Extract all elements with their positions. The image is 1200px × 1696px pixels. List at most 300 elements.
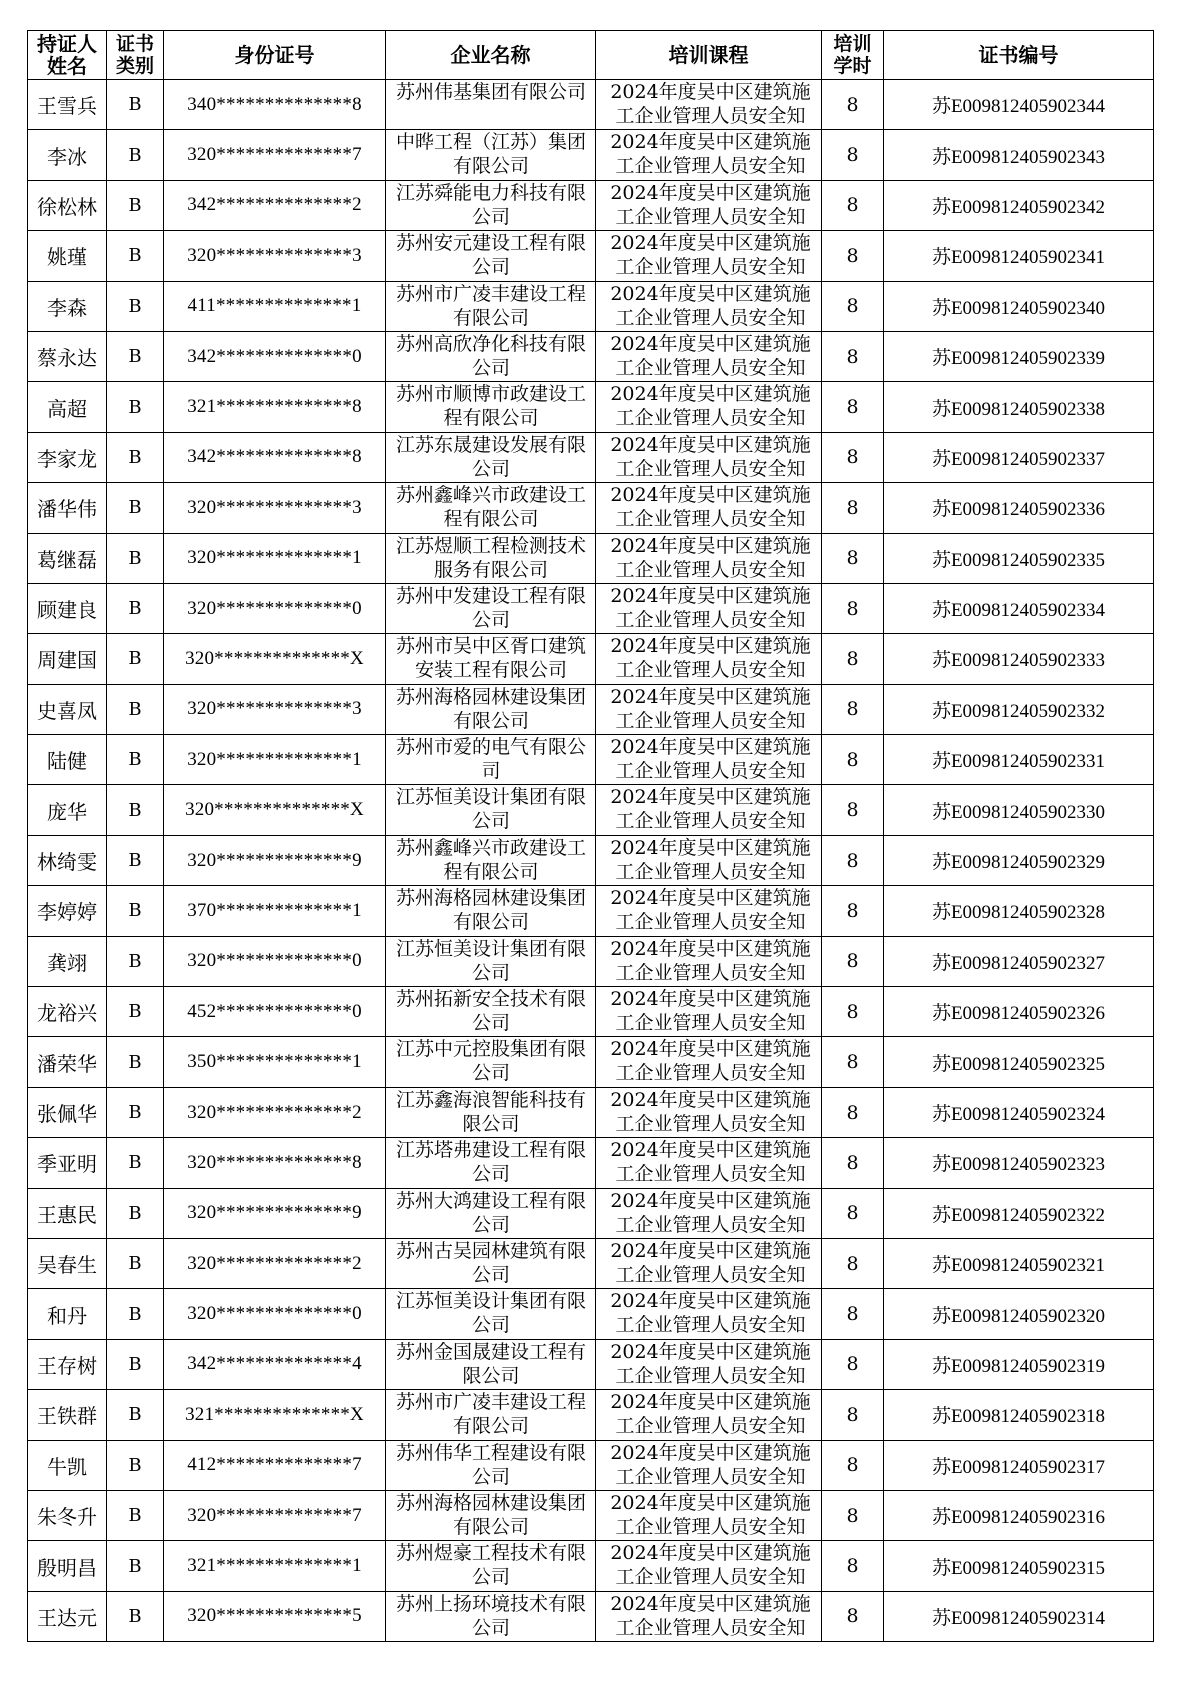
id-number-cell: 320**************9 <box>164 835 386 885</box>
company-name-cell-text: 苏州大鸿建设工程有限公司 <box>395 1189 586 1236</box>
holder-name-cell: 龚翊 <box>28 936 107 986</box>
company-name-cell-text: 苏州中发建设工程有限公司 <box>395 584 586 631</box>
training-hours-cell: 8 <box>822 281 884 331</box>
company-name-cell-text: 江苏恒美设计集团有限公司 <box>395 1290 586 1337</box>
company-name-cell-text: 苏州市广凌丰建设工程有限公司 <box>395 1391 586 1438</box>
holder-name-cell: 徐松林 <box>28 180 107 230</box>
company-name-cell-text: 苏州金国晟建设工程有限公司 <box>395 1340 586 1387</box>
table-row <box>28 785 1154 835</box>
company-name-cell-text: 苏州安元建设工程有限公司 <box>395 232 586 279</box>
holder-name-cell: 朱冬升 <box>28 1490 107 1540</box>
company-name-cell-text: 苏州伟基集团有限公司 <box>395 81 586 103</box>
company-name-cell <box>386 1087 596 1137</box>
holder-name-cell: 牛凯 <box>28 1440 107 1490</box>
training-hours-cell: 8 <box>822 1440 884 1490</box>
certificate-category-cell: B <box>107 1087 164 1137</box>
id-number-cell: 342**************2 <box>164 180 386 230</box>
company-name-cell <box>386 583 596 633</box>
training-course-cell <box>596 382 822 432</box>
holder-name-cell: 王存树 <box>28 1339 107 1389</box>
company-name-cell-text: 江苏中元控股集团有限公司 <box>395 1038 586 1085</box>
training-hours-cell: 8 <box>822 130 884 180</box>
company-name-cell <box>386 130 596 180</box>
company-name-cell-text: 江苏鑫海浪智能科技有限公司 <box>395 1088 586 1135</box>
company-name-cell <box>386 785 596 835</box>
id-number-cell: 320**************2 <box>164 1087 386 1137</box>
training-course-cell <box>596 1591 822 1641</box>
training-hours-cell: 8 <box>822 1238 884 1288</box>
id-number-cell: 321**************X <box>164 1390 386 1440</box>
table-row <box>28 1390 1154 1440</box>
holder-name-cell: 王达元 <box>28 1591 107 1641</box>
id-number-cell: 320**************1 <box>164 533 386 583</box>
company-name-cell <box>386 1591 596 1641</box>
training-course-cell-text: 2024年度吴中区建筑施工企业管理人员安全知 <box>610 282 811 329</box>
table-row <box>28 1541 1154 1591</box>
training-hours-cell: 8 <box>822 382 884 432</box>
training-course-cell <box>596 1289 822 1339</box>
training-course-cell <box>596 936 822 986</box>
table-header-row <box>28 31 1154 80</box>
id-number-cell: 320**************9 <box>164 1188 386 1238</box>
holder-name-cell: 林绮雯 <box>28 835 107 885</box>
certificate-number-cell: 苏E009812405902344 <box>884 80 1154 130</box>
company-name-cell <box>386 1339 596 1389</box>
holder-name-cell: 王铁群 <box>28 1390 107 1440</box>
certificate-category-cell: B <box>107 432 164 482</box>
training-course-cell <box>596 1440 822 1490</box>
holder-name-cell: 王惠民 <box>28 1188 107 1238</box>
id-number-cell: 342**************4 <box>164 1339 386 1389</box>
certificate-number-cell: 苏E009812405902333 <box>884 634 1154 684</box>
training-hours-cell: 8 <box>822 936 884 986</box>
certificate-number-cell: 苏E009812405902336 <box>884 483 1154 533</box>
certificate-category-cell: B <box>107 331 164 381</box>
training-course-cell <box>596 1490 822 1540</box>
certificate-category-cell: B <box>107 684 164 734</box>
table-row <box>28 1490 1154 1540</box>
certificate-category-cell: B <box>107 1541 164 1591</box>
company-name-cell <box>386 1440 596 1490</box>
training-course-cell-text: 2024年度吴中区建筑施工企业管理人员安全知 <box>610 534 811 581</box>
training-course-cell-text: 2024年度吴中区建筑施工企业管理人员安全知 <box>610 1139 811 1186</box>
id-number-cell: 452**************0 <box>164 987 386 1037</box>
certificate-category-cell: B <box>107 785 164 835</box>
training-course-cell-text: 2024年度吴中区建筑施工企业管理人员安全知 <box>610 1542 811 1589</box>
training-hours-cell: 8 <box>822 583 884 633</box>
table-row <box>28 1440 1154 1490</box>
holder-name-cell: 葛继磊 <box>28 533 107 583</box>
training-course-cell <box>596 1390 822 1440</box>
training-hours-cell: 8 <box>822 1188 884 1238</box>
holder-name-cell: 龙裕兴 <box>28 987 107 1037</box>
holder-name-cell: 高超 <box>28 382 107 432</box>
id-number-cell: 320**************X <box>164 634 386 684</box>
certificate-number-cell: 苏E009812405902326 <box>884 987 1154 1037</box>
header-certificate-category: 证书 类别 <box>107 31 164 80</box>
table-row <box>28 1339 1154 1389</box>
certificate-number-cell: 苏E009812405902343 <box>884 130 1154 180</box>
certificate-number-cell: 苏E009812405902322 <box>884 1188 1154 1238</box>
certificate-category-cell: B <box>107 382 164 432</box>
id-number-cell: 320**************3 <box>164 231 386 281</box>
training-course-cell <box>596 1541 822 1591</box>
company-name-cell <box>386 533 596 583</box>
header-id-number: 身份证号 <box>164 31 386 80</box>
company-name-cell-text: 江苏恒美设计集团有限公司 <box>395 786 586 833</box>
certificate-category-cell: B <box>107 1037 164 1087</box>
company-name-cell <box>386 735 596 785</box>
holder-name-cell: 姚瑾 <box>28 231 107 281</box>
training-hours-cell: 8 <box>822 1390 884 1440</box>
table-row <box>28 583 1154 633</box>
certificate-category-cell: B <box>107 130 164 180</box>
certificate-category-cell: B <box>107 1289 164 1339</box>
training-hours-cell: 8 <box>822 231 884 281</box>
company-name-cell-text: 苏州海格园林建设集团有限公司 <box>395 887 586 934</box>
certificate-number-cell: 苏E009812405902332 <box>884 684 1154 734</box>
table-row <box>28 1289 1154 1339</box>
training-course-cell-text: 2024年度吴中区建筑施工企业管理人员安全知 <box>610 786 811 833</box>
table-row <box>28 634 1154 684</box>
company-name-cell-text: 苏州古吴园林建筑有限公司 <box>395 1239 586 1286</box>
certificate-number-cell: 苏E009812405902318 <box>884 1390 1154 1440</box>
table-row <box>28 432 1154 482</box>
training-course-cell <box>596 735 822 785</box>
training-course-cell-text: 2024年度吴中区建筑施工企业管理人员安全知 <box>610 131 811 178</box>
holder-name-cell: 张佩华 <box>28 1087 107 1137</box>
certificate-number-cell: 苏E009812405902319 <box>884 1339 1154 1389</box>
id-number-cell: 340**************8 <box>164 80 386 130</box>
company-name-cell <box>386 1188 596 1238</box>
holder-name-cell: 李家龙 <box>28 432 107 482</box>
id-number-cell: 320**************0 <box>164 1289 386 1339</box>
training-hours-cell: 8 <box>822 533 884 583</box>
certificate-number-cell: 苏E009812405902317 <box>884 1440 1154 1490</box>
company-name-cell <box>386 835 596 885</box>
table-row <box>28 231 1154 281</box>
company-name-cell <box>386 1138 596 1188</box>
holder-name-cell: 顾建良 <box>28 583 107 633</box>
holder-name-cell: 庞华 <box>28 785 107 835</box>
certificate-category-cell: B <box>107 835 164 885</box>
company-name-cell-text: 苏州拓新安全技术有限公司 <box>395 988 586 1035</box>
training-course-cell-text: 2024年度吴中区建筑施工企业管理人员安全知 <box>610 332 811 379</box>
certificate-category-cell: B <box>107 735 164 785</box>
certificate-number-cell: 苏E009812405902314 <box>884 1591 1154 1641</box>
holder-name-cell: 吴春生 <box>28 1238 107 1288</box>
certificate-category-cell: B <box>107 1440 164 1490</box>
holder-name-cell: 李森 <box>28 281 107 331</box>
certificate-category-cell: B <box>107 1238 164 1288</box>
certificate-number-cell: 苏E009812405902327 <box>884 936 1154 986</box>
certificate-number-cell: 苏E009812405902315 <box>884 1541 1154 1591</box>
holder-name-cell: 王雪兵 <box>28 80 107 130</box>
certificate-number-cell: 苏E009812405902341 <box>884 231 1154 281</box>
training-course-cell <box>596 583 822 633</box>
training-course-cell <box>596 785 822 835</box>
certificate-category-cell: B <box>107 231 164 281</box>
certificate-number-cell: 苏E009812405902330 <box>884 785 1154 835</box>
training-course-cell <box>596 231 822 281</box>
training-course-cell-text: 2024年度吴中区建筑施工企业管理人员安全知 <box>610 584 811 631</box>
header-holder-name: 持证人 姓名 <box>28 31 107 80</box>
certificate-number-cell: 苏E009812405902334 <box>884 583 1154 633</box>
training-course-cell-text: 2024年度吴中区建筑施工企业管理人员安全知 <box>610 1038 811 1085</box>
training-course-cell-text: 2024年度吴中区建筑施工企业管理人员安全知 <box>610 1088 811 1135</box>
company-name-cell-text: 苏州高欣净化科技有限公司 <box>395 332 586 379</box>
company-name-cell <box>386 483 596 533</box>
training-hours-cell: 8 <box>822 1490 884 1540</box>
company-name-cell <box>386 331 596 381</box>
company-name-cell <box>386 1238 596 1288</box>
holder-name-cell: 陆健 <box>28 735 107 785</box>
certificate-number-cell: 苏E009812405902316 <box>884 1490 1154 1540</box>
company-name-cell <box>386 382 596 432</box>
company-name-cell <box>386 80 596 130</box>
training-hours-cell: 8 <box>822 835 884 885</box>
company-name-cell-text: 苏州海格园林建设集团有限公司 <box>395 1491 586 1538</box>
certificate-table <box>27 30 1154 1642</box>
training-course-cell <box>596 886 822 936</box>
certificate-number-cell: 苏E009812405902331 <box>884 735 1154 785</box>
training-course-cell-text: 2024年度吴中区建筑施工企业管理人员安全知 <box>610 836 811 883</box>
certificate-number-cell: 苏E009812405902337 <box>884 432 1154 482</box>
certificate-category-cell: B <box>107 1591 164 1641</box>
table-row <box>28 483 1154 533</box>
training-course-cell <box>596 1339 822 1389</box>
training-course-cell <box>596 281 822 331</box>
certificate-category-cell: B <box>107 1390 164 1440</box>
certificate-category-cell: B <box>107 1339 164 1389</box>
company-name-cell-text: 苏州市吴中区胥口建筑安装工程有限公司 <box>395 635 586 682</box>
company-name-cell-text: 中晔工程（江苏）集团有限公司 <box>395 131 586 178</box>
training-hours-cell: 8 <box>822 180 884 230</box>
company-name-cell <box>386 180 596 230</box>
company-name-cell <box>386 886 596 936</box>
company-name-cell <box>386 634 596 684</box>
company-name-cell <box>386 1390 596 1440</box>
table-row <box>28 1238 1154 1288</box>
training-course-cell-text: 2024年度吴中区建筑施工企业管理人员安全知 <box>610 1189 811 1236</box>
table-row <box>28 936 1154 986</box>
holder-name-cell: 潘华伟 <box>28 483 107 533</box>
header-certificate-number: 证书编号 <box>884 31 1154 80</box>
company-name-cell-text: 江苏恒美设计集团有限公司 <box>395 937 586 984</box>
table-row <box>28 987 1154 1037</box>
table-row <box>28 735 1154 785</box>
table-row <box>28 331 1154 381</box>
training-course-cell-text: 2024年度吴中区建筑施工企业管理人员安全知 <box>610 1441 811 1488</box>
certificate-number-cell: 苏E009812405902329 <box>884 835 1154 885</box>
training-course-cell-text: 2024年度吴中区建筑施工企业管理人员安全知 <box>610 1340 811 1387</box>
training-hours-cell: 8 <box>822 1289 884 1339</box>
training-course-cell <box>596 331 822 381</box>
certificate-number-cell: 苏E009812405902339 <box>884 331 1154 381</box>
company-name-cell-text: 苏州海格园林建设集团有限公司 <box>395 685 586 732</box>
id-number-cell: 320**************0 <box>164 583 386 633</box>
table-row <box>28 835 1154 885</box>
company-name-cell-text: 江苏东晟建设发展有限公司 <box>395 433 586 480</box>
header-training-hours: 培训 学时 <box>822 31 884 80</box>
company-name-cell-text: 苏州市广凌丰建设工程有限公司 <box>395 282 586 329</box>
training-course-cell-text: 2024年度吴中区建筑施工企业管理人员安全知 <box>610 1290 811 1337</box>
certificate-number-cell: 苏E009812405902324 <box>884 1087 1154 1137</box>
training-course-cell <box>596 80 822 130</box>
training-hours-cell: 8 <box>822 1339 884 1389</box>
table-row <box>28 180 1154 230</box>
id-number-cell: 320**************X <box>164 785 386 835</box>
training-course-cell <box>596 1087 822 1137</box>
id-number-cell: 320**************3 <box>164 684 386 734</box>
id-number-cell: 320**************3 <box>164 483 386 533</box>
table-row <box>28 533 1154 583</box>
training-course-cell <box>596 1188 822 1238</box>
training-hours-cell: 8 <box>822 1591 884 1641</box>
company-name-cell <box>386 684 596 734</box>
training-course-cell-text: 2024年度吴中区建筑施工企业管理人员安全知 <box>610 81 811 127</box>
certificate-category-cell: B <box>107 987 164 1037</box>
holder-name-cell: 李冰 <box>28 130 107 180</box>
training-course-cell <box>596 533 822 583</box>
certificate-number-cell: 苏E009812405902328 <box>884 886 1154 936</box>
training-hours-cell: 8 <box>822 1087 884 1137</box>
training-course-cell <box>596 987 822 1037</box>
training-hours-cell: 8 <box>822 684 884 734</box>
certificate-number-cell: 苏E009812405902342 <box>884 180 1154 230</box>
training-hours-cell: 8 <box>822 735 884 785</box>
holder-name-cell: 李婷婷 <box>28 886 107 936</box>
id-number-cell: 320**************7 <box>164 130 386 180</box>
training-course-cell <box>596 1037 822 1087</box>
certificate-category-cell: B <box>107 583 164 633</box>
certificate-number-cell: 苏E009812405902323 <box>884 1138 1154 1188</box>
holder-name-cell: 季亚明 <box>28 1138 107 1188</box>
certificate-number-cell: 苏E009812405902335 <box>884 533 1154 583</box>
training-course-cell-text: 2024年度吴中区建筑施工企业管理人员安全知 <box>610 383 811 430</box>
company-name-cell <box>386 1289 596 1339</box>
training-hours-cell: 8 <box>822 1037 884 1087</box>
certificate-category-cell: B <box>107 1138 164 1188</box>
training-hours-cell: 8 <box>822 987 884 1037</box>
company-name-cell-text: 江苏塔弗建设工程有限公司 <box>395 1139 586 1186</box>
company-name-cell <box>386 936 596 986</box>
company-name-cell <box>386 1037 596 1087</box>
company-name-cell-text: 苏州上扬环境技术有限公司 <box>395 1592 586 1639</box>
training-course-cell-text: 2024年度吴中区建筑施工企业管理人员安全知 <box>610 484 811 531</box>
holder-name-cell: 和丹 <box>28 1289 107 1339</box>
table-row <box>28 281 1154 331</box>
training-hours-cell: 8 <box>822 80 884 130</box>
id-number-cell: 320**************0 <box>164 936 386 986</box>
training-course-cell-text: 2024年度吴中区建筑施工企业管理人员安全知 <box>610 685 811 732</box>
id-number-cell: 412**************7 <box>164 1440 386 1490</box>
company-name-cell-text: 江苏煜顺工程检测技术服务有限公司 <box>395 534 586 581</box>
training-hours-cell: 8 <box>822 432 884 482</box>
training-course-cell <box>596 130 822 180</box>
table-row <box>28 684 1154 734</box>
company-name-cell-text: 苏州煜豪工程技术有限公司 <box>395 1542 586 1589</box>
id-number-cell: 411**************1 <box>164 281 386 331</box>
certificate-category-cell: B <box>107 1188 164 1238</box>
company-name-cell <box>386 432 596 482</box>
certificate-category-cell: B <box>107 886 164 936</box>
certificate-category-cell: B <box>107 281 164 331</box>
training-course-cell <box>596 1138 822 1188</box>
company-name-cell <box>386 1541 596 1591</box>
id-number-cell: 370**************1 <box>164 886 386 936</box>
training-course-cell-text: 2024年度吴中区建筑施工企业管理人员安全知 <box>610 1239 811 1286</box>
certificate-number-cell: 苏E009812405902320 <box>884 1289 1154 1339</box>
id-number-cell: 320**************2 <box>164 1238 386 1288</box>
table-row <box>28 1591 1154 1641</box>
company-name-cell <box>386 1490 596 1540</box>
training-course-cell-text: 2024年度吴中区建筑施工企业管理人员安全知 <box>610 1391 811 1438</box>
training-course-cell-text: 2024年度吴中区建筑施工企业管理人员安全知 <box>610 232 811 279</box>
id-number-cell: 320**************1 <box>164 735 386 785</box>
table-row <box>28 1138 1154 1188</box>
company-name-cell <box>386 281 596 331</box>
certificate-category-cell: B <box>107 1490 164 1540</box>
training-course-cell-text: 2024年度吴中区建筑施工企业管理人员安全知 <box>610 1491 811 1538</box>
table-body <box>28 80 1154 1642</box>
company-name-cell-text: 苏州市爱的电气有限公司 <box>395 736 586 783</box>
training-hours-cell: 8 <box>822 886 884 936</box>
training-course-cell-text: 2024年度吴中区建筑施工企业管理人员安全知 <box>610 736 811 783</box>
certificate-number-cell: 苏E009812405902325 <box>884 1037 1154 1087</box>
id-number-cell: 320**************5 <box>164 1591 386 1641</box>
certificate-number-cell: 苏E009812405902338 <box>884 382 1154 432</box>
training-course-cell-text: 2024年度吴中区建筑施工企业管理人员安全知 <box>610 1592 811 1639</box>
training-hours-cell: 8 <box>822 634 884 684</box>
company-name-cell-text: 苏州鑫峰兴市政建设工程有限公司 <box>395 484 586 531</box>
training-course-cell-text: 2024年度吴中区建筑施工企业管理人员安全知 <box>610 433 811 480</box>
table-row <box>28 1188 1154 1238</box>
company-name-cell-text: 江苏舜能电力科技有限公司 <box>395 181 586 228</box>
id-number-cell: 321**************1 <box>164 1541 386 1591</box>
certificate-category-cell: B <box>107 936 164 986</box>
company-name-cell-text: 苏州鑫峰兴市政建设工程有限公司 <box>395 836 586 883</box>
training-course-cell <box>596 634 822 684</box>
training-course-cell-text: 2024年度吴中区建筑施工企业管理人员安全知 <box>610 887 811 934</box>
training-hours-cell: 8 <box>822 1138 884 1188</box>
company-name-cell <box>386 987 596 1037</box>
holder-name-cell: 殷明昌 <box>28 1541 107 1591</box>
training-course-cell <box>596 483 822 533</box>
certificate-number-cell: 苏E009812405902321 <box>884 1238 1154 1288</box>
table-row <box>28 1087 1154 1137</box>
holder-name-cell: 史喜凤 <box>28 684 107 734</box>
certificate-category-cell: B <box>107 180 164 230</box>
training-course-cell <box>596 432 822 482</box>
training-hours-cell: 8 <box>822 483 884 533</box>
id-number-cell: 320**************7 <box>164 1490 386 1540</box>
training-hours-cell: 8 <box>822 1541 884 1591</box>
table-row <box>28 382 1154 432</box>
training-course-cell <box>596 835 822 885</box>
table-row <box>28 130 1154 180</box>
company-name-cell-text: 苏州伟华工程建设有限公司 <box>395 1441 586 1488</box>
training-course-cell-text: 2024年度吴中区建筑施工企业管理人员安全知 <box>610 988 811 1035</box>
certificate-category-cell: B <box>107 483 164 533</box>
certificate-number-cell: 苏E009812405902340 <box>884 281 1154 331</box>
holder-name-cell: 蔡永达 <box>28 331 107 381</box>
company-name-cell-text: 苏州市顺博市政建设工程有限公司 <box>395 383 586 430</box>
holder-name-cell: 周建国 <box>28 634 107 684</box>
training-hours-cell: 8 <box>822 785 884 835</box>
header-training-course: 培训课程 <box>596 31 822 80</box>
certificate-category-cell: B <box>107 80 164 130</box>
